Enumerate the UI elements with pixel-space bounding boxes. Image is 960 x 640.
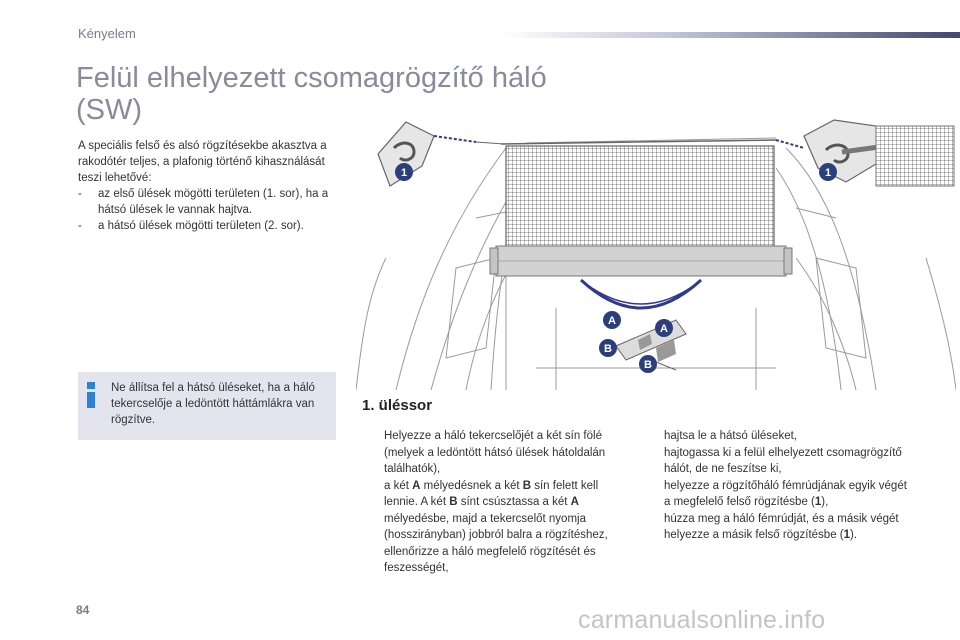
steps-right	[642, 428, 910, 544]
intro-dash: -	[78, 188, 82, 200]
callout-b-left-label: B	[604, 343, 612, 355]
intro-text: A speciális felső és alsó rögzítésekbe akasztva a rakodótér teljes, a plafonig történő kihasználását teszi lehetővé:	[78, 140, 327, 184]
trunk-illustration	[356, 108, 956, 390]
info-text: Ne állítsa fel a hátsó üléseket, ha a háló tekercselője a ledöntött háttámlákra van rögzítve.	[111, 382, 315, 426]
step-text: ).	[850, 529, 858, 541]
callout-1-right	[819, 163, 837, 181]
step-item	[642, 445, 910, 478]
page-title-line2: (SW)	[76, 94, 143, 126]
intro-item-text: a hátsó ülések mögötti területen (2. sor).	[98, 220, 304, 232]
info-box	[78, 372, 336, 440]
callout-1-right-label: 1	[824, 167, 832, 179]
steps-left	[362, 428, 624, 577]
callout-b-right	[639, 355, 657, 373]
step-text: mélyedésnek a két	[420, 479, 523, 492]
info-icon	[86, 382, 96, 408]
section-heading: 1. üléssor	[362, 397, 433, 414]
step-reference: A	[570, 496, 579, 508]
step-text: a két	[384, 479, 413, 492]
page-number: 84	[76, 603, 90, 617]
step-text: hajtsa le a hátsó üléseket,	[664, 430, 797, 442]
callout-a-right-label: A	[660, 323, 668, 335]
callout-1-left	[395, 163, 413, 181]
step-item	[362, 478, 624, 544]
step-item	[642, 478, 910, 511]
step-text: húzza meg a háló fémrúdját, és a másik végét helyezze a másik felső rögzítésbe (	[664, 512, 899, 541]
intro-item	[78, 186, 340, 218]
intro-dash: -	[78, 220, 82, 232]
intro-item	[78, 218, 340, 234]
step-text: ),	[821, 496, 829, 508]
step-reference: 1	[814, 496, 822, 508]
step-item	[362, 544, 624, 577]
step-text: sín felett kell lennie. A két	[384, 479, 599, 508]
intro	[78, 138, 340, 234]
callout-b-right-label: B	[644, 359, 652, 371]
watermark: carmanualsonline.info	[578, 606, 826, 634]
step-reference: B	[449, 496, 458, 508]
header-bar	[500, 32, 960, 38]
callout-a-left	[603, 311, 621, 329]
step-item	[642, 428, 910, 445]
step-text: Helyezze a háló tekercselőjét a két sín fölé (melyek a ledöntött hátsó ülések hátoldalán találhatók),	[384, 430, 606, 475]
step-item	[362, 428, 624, 478]
callout-a-left-label: A	[608, 315, 616, 327]
step-reference: 1	[843, 529, 851, 541]
page-title-line1: Felül elhelyezett csomagrögzítő háló	[76, 62, 547, 94]
step-text: sínt csúsztassa a két	[457, 496, 571, 508]
callout-a-right	[655, 319, 673, 337]
intro-list	[78, 186, 340, 234]
step-reference: A	[412, 479, 421, 492]
step-item	[642, 511, 910, 544]
step-text: mélyedésbe, majd a tekercselőt nyomja (hosszirányban) jobbról balra a rögzítéshez,	[384, 512, 608, 541]
intro-item-text: az első ülések mögötti területen (1. sor), ha a hátsó ülések le vannak hajtva.	[98, 188, 329, 216]
step-reference: B	[522, 479, 532, 492]
step-text: helyezze a rögzítőháló fémrúdjának egyik végét a megfelelő felső rögzítésbe (	[664, 479, 907, 508]
step-text: hajtogassa ki a felül elhelyezett csomagrögzítő hálót, de ne feszítse ki,	[664, 446, 902, 475]
callout-b-left	[599, 339, 617, 357]
section-header: Kényelem	[78, 26, 136, 41]
cargo-net	[490, 140, 792, 276]
callout-1-left-label: 1	[400, 167, 408, 179]
step-text: ellenőrizze a háló megfelelő rögzítését és feszességét,	[384, 545, 596, 574]
